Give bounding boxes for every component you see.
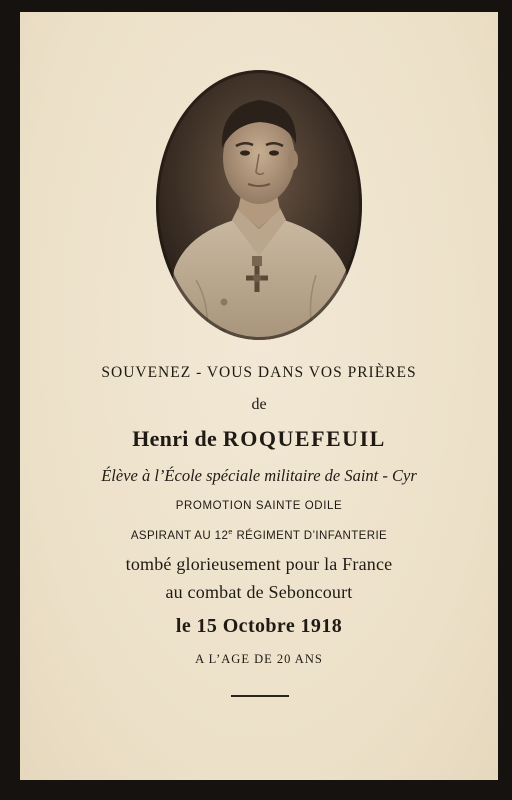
- rank-regiment-line: [20, 527, 498, 542]
- death-date: [20, 615, 498, 638]
- ordinal-superscript: e: [228, 527, 233, 536]
- portrait-photo: [156, 70, 362, 340]
- regiment-suffix: RÉGIMENT D’INFANTERIE: [232, 530, 388, 542]
- date-prefix: le: [175, 615, 197, 637]
- surname: ROQUEFEUIL: [222, 426, 386, 451]
- date-day: 15: [196, 615, 218, 637]
- battle-line: au combat de Sebonc​ourt: [165, 582, 353, 602]
- date-month: Octobre: [217, 615, 301, 637]
- first-name: Henri de: [132, 426, 218, 451]
- deceased-name: [20, 426, 498, 452]
- promotion-line: PROMOTION SAINTE ODILE: [175, 500, 343, 512]
- fallen-line: tombé glorieusement pour la France: [125, 554, 393, 574]
- de-line: de: [251, 396, 267, 413]
- school-line: Élève à l’École spéciale militaire de Saint - Cyr: [101, 466, 417, 485]
- age-line: A L’AGE DE 20 ANS: [195, 652, 323, 666]
- date-year: 1918: [300, 615, 343, 637]
- divider-rule: [231, 695, 289, 697]
- remember-in-prayers-line: SOUVENEZ - VOUS DANS VOS PRIÈRES: [101, 364, 417, 381]
- rank-prefix: ASPIRANT AU 12: [130, 530, 229, 542]
